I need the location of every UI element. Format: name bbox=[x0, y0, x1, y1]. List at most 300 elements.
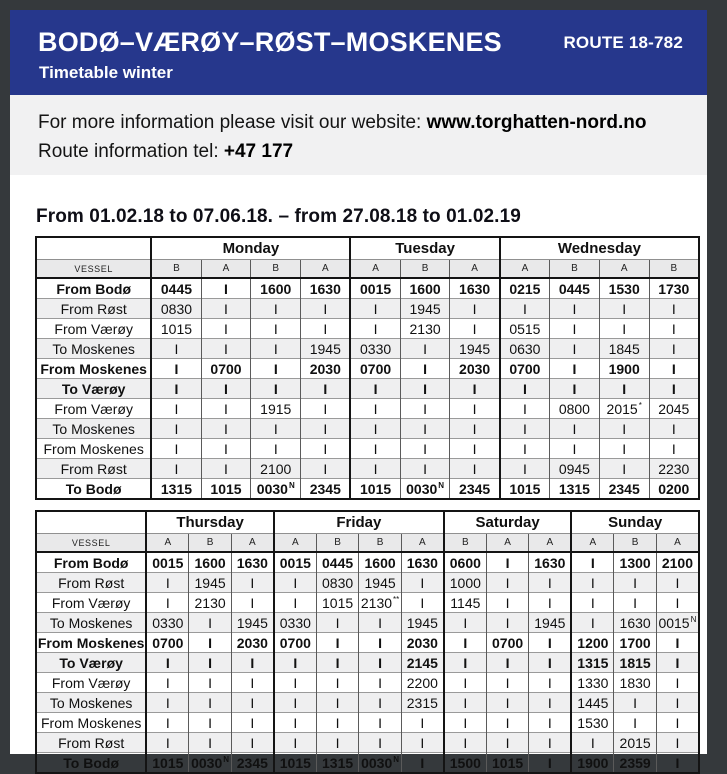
time-cell: I bbox=[529, 693, 572, 713]
time-cell: 1315 bbox=[316, 753, 359, 774]
time-cell: I bbox=[189, 693, 232, 713]
time-cell: 2030 bbox=[301, 359, 351, 379]
time-cell: I bbox=[301, 419, 351, 439]
route-number: ROUTE 18-782 bbox=[563, 33, 683, 52]
time-cell: 1200 bbox=[571, 633, 614, 653]
day-header-tuesday: Tuesday bbox=[350, 237, 499, 260]
time-cell: 2130 bbox=[400, 319, 450, 339]
time-cell: 1600 bbox=[251, 278, 301, 299]
time-cell: 1500 bbox=[444, 753, 487, 774]
time-cell: I bbox=[656, 573, 699, 593]
time-cell: I bbox=[656, 693, 699, 713]
time-cell: I bbox=[274, 673, 317, 693]
time-cell: $0030^N$ bbox=[251, 479, 301, 500]
vessel-letter: A bbox=[231, 534, 274, 553]
time-cell: I bbox=[444, 713, 487, 733]
time-cell: 1630 bbox=[529, 552, 572, 573]
time-cell: 2030 bbox=[450, 359, 500, 379]
time-cell: I bbox=[486, 713, 529, 733]
time-cell: 0200 bbox=[649, 479, 699, 500]
time-cell: I bbox=[486, 733, 529, 753]
time-cell: I bbox=[444, 633, 487, 653]
vessel-letter: A bbox=[500, 260, 550, 279]
time-cell: I bbox=[656, 673, 699, 693]
time-cell: I bbox=[251, 299, 301, 319]
vessel-header-label: VESSEL bbox=[36, 260, 151, 279]
row-label: To Værøy bbox=[36, 653, 146, 673]
time-cell: 1300 bbox=[614, 552, 657, 573]
vessel-letter: A bbox=[571, 534, 614, 553]
time-cell: 1015 bbox=[201, 479, 251, 500]
time-cell: I bbox=[571, 552, 614, 573]
time-cell: 0700 bbox=[500, 359, 550, 379]
time-cell: I bbox=[529, 633, 572, 653]
time-cell: 1445 bbox=[571, 693, 614, 713]
time-cell: 2230 bbox=[649, 459, 699, 479]
time-cell: I bbox=[599, 439, 649, 459]
time-cell: I bbox=[350, 419, 400, 439]
corner-cell bbox=[36, 237, 151, 260]
time-cell: I bbox=[350, 379, 400, 399]
time-cell: 1015 bbox=[500, 479, 550, 500]
time-cell: I bbox=[231, 653, 274, 673]
time-cell: I bbox=[614, 713, 657, 733]
time-cell: I bbox=[201, 319, 251, 339]
table-row bbox=[36, 653, 699, 673]
time-cell: 2345 bbox=[450, 479, 500, 500]
time-cell: I bbox=[151, 419, 201, 439]
vessel-letter: B bbox=[614, 534, 657, 553]
time-cell: I bbox=[251, 439, 301, 459]
time-cell: 1530 bbox=[571, 713, 614, 733]
time-cell: 2315 bbox=[401, 693, 444, 713]
time-cell: I bbox=[614, 593, 657, 613]
time-cell: I bbox=[201, 278, 251, 299]
time-cell: I bbox=[529, 753, 572, 774]
time-cell: I bbox=[649, 359, 699, 379]
phone-number: +47 177 bbox=[223, 141, 294, 162]
table-row bbox=[36, 733, 699, 753]
time-cell: I bbox=[614, 573, 657, 593]
vessel-letter: B bbox=[400, 260, 450, 279]
time-cell: I bbox=[649, 419, 699, 439]
row-label: From Bodø bbox=[36, 278, 151, 299]
vessel-letter: B bbox=[189, 534, 232, 553]
time-cell: I bbox=[529, 653, 572, 673]
time-cell: 1945 bbox=[301, 339, 351, 359]
time-cell: 1015 bbox=[274, 753, 317, 774]
time-cell: I bbox=[529, 593, 572, 613]
time-cell: 1630 bbox=[450, 278, 500, 299]
vessel-letter: B bbox=[151, 260, 201, 279]
vessel-letter: B bbox=[251, 260, 301, 279]
time-cell: $0030^N$ bbox=[359, 753, 402, 774]
time-cell: I bbox=[301, 319, 351, 339]
time-cell: I bbox=[550, 379, 600, 399]
time-cell: I bbox=[450, 439, 500, 459]
time-cell: I bbox=[146, 573, 189, 593]
time-cell: I bbox=[146, 713, 189, 733]
time-cell: 0830 bbox=[316, 573, 359, 593]
time-cell: I bbox=[444, 693, 487, 713]
time-cell: 0700 bbox=[274, 633, 317, 653]
time-cell: 1600 bbox=[359, 552, 402, 573]
time-cell: I bbox=[251, 379, 301, 399]
table-row bbox=[36, 399, 699, 419]
time-cell: I bbox=[656, 713, 699, 733]
day-header-monday: Monday bbox=[151, 237, 350, 260]
time-cell: I bbox=[656, 653, 699, 673]
time-cell: I bbox=[486, 613, 529, 633]
time-cell: 2045 bbox=[649, 399, 699, 419]
time-cell: 1730 bbox=[649, 278, 699, 299]
time-cell: I bbox=[189, 633, 232, 653]
row-label: To Værøy bbox=[36, 379, 151, 399]
info-website-text: For more information please visit our website: bbox=[38, 112, 427, 133]
table-row bbox=[36, 573, 699, 593]
time-cell: I bbox=[486, 573, 529, 593]
time-cell: I bbox=[400, 379, 450, 399]
row-label: From Værøy bbox=[36, 399, 151, 419]
time-cell: $0030^N$ bbox=[189, 753, 232, 774]
row-label: To Moskenes bbox=[36, 339, 151, 359]
table-row bbox=[36, 379, 699, 399]
time-cell: 0830 bbox=[151, 299, 201, 319]
time-cell: I bbox=[146, 693, 189, 713]
footnote-mark: N bbox=[438, 480, 445, 490]
time-cell: I bbox=[550, 319, 600, 339]
time-cell: 0700 bbox=[146, 633, 189, 653]
time-cell: 1015 bbox=[316, 593, 359, 613]
time-cell: I bbox=[450, 419, 500, 439]
footnote-mark: N bbox=[690, 614, 697, 624]
row-label: From Bodø bbox=[36, 552, 146, 573]
timetable-thu-sun bbox=[35, 510, 700, 774]
time-cell: 1945 bbox=[401, 613, 444, 633]
time-cell: I bbox=[201, 399, 251, 419]
time-cell: 1815 bbox=[614, 653, 657, 673]
time-cell: I bbox=[599, 459, 649, 479]
time-cell: 2145 bbox=[401, 653, 444, 673]
time-cell: 1530 bbox=[599, 278, 649, 299]
footnote-mark: ** bbox=[393, 594, 400, 604]
time-cell: 2345 bbox=[301, 479, 351, 500]
time-cell: 0600 bbox=[444, 552, 487, 573]
time-cell: I bbox=[146, 653, 189, 673]
time-cell: I bbox=[649, 339, 699, 359]
time-cell: I bbox=[201, 419, 251, 439]
day-header-thursday: Thursday bbox=[146, 511, 274, 534]
table-row bbox=[36, 278, 699, 299]
time-cell: 1315 bbox=[571, 653, 614, 673]
time-cell: I bbox=[316, 673, 359, 693]
time-cell: 1630 bbox=[231, 552, 274, 573]
day-header-wednesday: Wednesday bbox=[500, 237, 699, 260]
table-row bbox=[36, 439, 699, 459]
time-cell: I bbox=[450, 319, 500, 339]
time-cell: I bbox=[274, 693, 317, 713]
time-cell: 1700 bbox=[614, 633, 657, 653]
table-row bbox=[36, 673, 699, 693]
time-cell: $0015^N$ bbox=[656, 613, 699, 633]
footnote-mark: N bbox=[223, 754, 230, 764]
time-cell: I bbox=[401, 713, 444, 733]
row-label: To Moskenes bbox=[36, 693, 146, 713]
time-cell: 2015* bbox=[599, 399, 649, 419]
time-cell: I bbox=[201, 439, 251, 459]
time-cell: I bbox=[599, 419, 649, 439]
row-label: From Moskenes bbox=[37, 634, 145, 651]
vessel-letter: B bbox=[550, 260, 600, 279]
time-cell: I bbox=[151, 459, 201, 479]
time-cell: 0700 bbox=[350, 359, 400, 379]
time-cell: I bbox=[486, 673, 529, 693]
time-cell: 1600 bbox=[189, 552, 232, 573]
time-cell: I bbox=[316, 733, 359, 753]
time-cell: 2100 bbox=[656, 552, 699, 573]
time-cell: 0015 bbox=[146, 552, 189, 573]
time-cell: 0445 bbox=[151, 278, 201, 299]
time-cell: I bbox=[450, 299, 500, 319]
time-cell: I bbox=[151, 359, 201, 379]
info-band bbox=[10, 95, 707, 175]
time-cell: I bbox=[649, 319, 699, 339]
time-cell: I bbox=[599, 299, 649, 319]
time-cell: 1845 bbox=[599, 339, 649, 359]
time-cell: I bbox=[486, 552, 529, 573]
time-cell: I bbox=[400, 339, 450, 359]
time-cell: I bbox=[649, 439, 699, 459]
time-cell: 0945 bbox=[550, 459, 600, 479]
table-row bbox=[36, 339, 699, 359]
time-cell: I bbox=[500, 299, 550, 319]
time-cell: I bbox=[400, 439, 450, 459]
corner-cell bbox=[36, 511, 146, 534]
time-cell: I bbox=[189, 673, 232, 693]
time-cell: I bbox=[359, 613, 402, 633]
time-cell: 0015 bbox=[274, 552, 317, 573]
time-cell: I bbox=[146, 733, 189, 753]
time-cell: I bbox=[359, 673, 402, 693]
time-cell: 1945 bbox=[359, 573, 402, 593]
masthead bbox=[10, 10, 707, 95]
time-cell: I bbox=[189, 653, 232, 673]
time-cell: 1630 bbox=[401, 552, 444, 573]
time-cell: I bbox=[400, 459, 450, 479]
footnote-mark: N bbox=[288, 480, 295, 490]
time-cell: 2130 bbox=[189, 593, 232, 613]
time-cell: 0445 bbox=[550, 278, 600, 299]
time-cell: I bbox=[359, 693, 402, 713]
time-cell: 1945 bbox=[529, 613, 572, 633]
website-url: www.torghatten-nord.no bbox=[426, 112, 647, 133]
table-row bbox=[36, 633, 699, 653]
time-cell: I bbox=[146, 593, 189, 613]
time-cell: 1600 bbox=[400, 278, 450, 299]
time-cell: I bbox=[599, 379, 649, 399]
time-cell: I bbox=[550, 359, 600, 379]
time-cell: I bbox=[450, 459, 500, 479]
time-cell: I bbox=[274, 593, 317, 613]
time-cell: I bbox=[274, 713, 317, 733]
table-row bbox=[36, 593, 699, 613]
row-label: From Moskenes bbox=[36, 439, 151, 459]
time-cell: 1330 bbox=[571, 673, 614, 693]
time-cell: I bbox=[401, 753, 444, 774]
time-cell: I bbox=[274, 573, 317, 593]
time-cell: 2030 bbox=[401, 633, 444, 653]
time-cell: I bbox=[486, 653, 529, 673]
time-cell: I bbox=[359, 653, 402, 673]
vessel-letter: B bbox=[649, 260, 699, 279]
time-cell: 2015 bbox=[614, 733, 657, 753]
table-row bbox=[36, 299, 699, 319]
time-cell: I bbox=[444, 613, 487, 633]
time-cell: I bbox=[189, 613, 232, 633]
time-cell: I bbox=[251, 359, 301, 379]
time-cell: I bbox=[231, 693, 274, 713]
vessel-letter: A bbox=[350, 260, 400, 279]
vessel-letter: B bbox=[316, 534, 359, 553]
time-cell: 2100 bbox=[251, 459, 301, 479]
time-cell: 1015 bbox=[486, 753, 529, 774]
time-cell: I bbox=[529, 733, 572, 753]
row-label: From Røst bbox=[36, 733, 146, 753]
time-cell: 0330 bbox=[274, 613, 317, 633]
time-cell: I bbox=[500, 379, 550, 399]
time-cell: I bbox=[444, 673, 487, 693]
time-cell: I bbox=[316, 713, 359, 733]
time-cell: I bbox=[614, 693, 657, 713]
info-line-phone bbox=[38, 137, 707, 166]
time-cell: 1945 bbox=[231, 613, 274, 633]
vessel-letter: A bbox=[274, 534, 317, 553]
time-cell: I bbox=[656, 753, 699, 774]
time-cell: 0515 bbox=[500, 319, 550, 339]
vessel-letter: A bbox=[146, 534, 189, 553]
time-cell: 2200 bbox=[401, 673, 444, 693]
time-cell: 0330 bbox=[350, 339, 400, 359]
row-label: From Værøy bbox=[36, 319, 151, 339]
time-cell: $0030^N$ bbox=[400, 479, 450, 500]
time-cell: I bbox=[571, 613, 614, 633]
time-cell: I bbox=[189, 733, 232, 753]
time-cell: 1000 bbox=[444, 573, 487, 593]
row-label: From Røst bbox=[36, 299, 151, 319]
row-label: From Værøy bbox=[36, 673, 146, 693]
time-cell: 1315 bbox=[550, 479, 600, 500]
vessel-letter: B bbox=[444, 534, 487, 553]
table-row bbox=[36, 613, 699, 633]
day-header-friday: Friday bbox=[274, 511, 444, 534]
time-cell: I bbox=[486, 693, 529, 713]
row-label: To Moskenes bbox=[36, 613, 146, 633]
time-cell: I bbox=[301, 399, 351, 419]
time-cell: I bbox=[500, 419, 550, 439]
time-cell: I bbox=[251, 319, 301, 339]
time-cell: I bbox=[656, 593, 699, 613]
table-row bbox=[36, 419, 699, 439]
footnote-mark: N bbox=[393, 754, 400, 764]
time-cell: I bbox=[550, 419, 600, 439]
info-phone-text: Route information tel: bbox=[38, 141, 224, 162]
time-cell: 0700 bbox=[486, 633, 529, 653]
time-cell: I bbox=[189, 713, 232, 733]
time-cell: I bbox=[350, 399, 400, 419]
time-cell: I bbox=[151, 339, 201, 359]
time-cell: I bbox=[571, 573, 614, 593]
time-cell: I bbox=[301, 379, 351, 399]
table-row bbox=[36, 693, 699, 713]
info-line-website bbox=[38, 108, 707, 137]
vessel-letter: B bbox=[359, 534, 402, 553]
time-cell: I bbox=[656, 633, 699, 653]
time-cell: I bbox=[450, 399, 500, 419]
time-cell: I bbox=[316, 613, 359, 633]
time-cell: I bbox=[450, 379, 500, 399]
time-cell: 1015 bbox=[350, 479, 400, 500]
time-cell: I bbox=[350, 459, 400, 479]
time-cell: I bbox=[274, 653, 317, 673]
time-cell: I bbox=[251, 339, 301, 359]
row-label: From Røst bbox=[36, 573, 146, 593]
time-cell: I bbox=[401, 733, 444, 753]
time-cell: I bbox=[301, 299, 351, 319]
table-row bbox=[36, 713, 699, 733]
time-cell: I bbox=[500, 399, 550, 419]
time-cell: I bbox=[359, 633, 402, 653]
time-cell: I bbox=[316, 653, 359, 673]
time-cell: I bbox=[400, 419, 450, 439]
time-cell: 0015 bbox=[350, 278, 400, 299]
document-page bbox=[10, 10, 707, 771]
time-cell: I bbox=[656, 733, 699, 753]
time-cell: I bbox=[316, 693, 359, 713]
time-cell: I bbox=[231, 573, 274, 593]
time-cell: 1945 bbox=[450, 339, 500, 359]
time-cell: 1015 bbox=[146, 753, 189, 774]
time-cell: I bbox=[599, 319, 649, 339]
table-row bbox=[36, 479, 699, 500]
time-cell: I bbox=[486, 593, 529, 613]
time-cell: I bbox=[231, 593, 274, 613]
time-cell: I bbox=[401, 573, 444, 593]
time-cell: I bbox=[231, 673, 274, 693]
time-cell: 0630 bbox=[500, 339, 550, 359]
vessel-letter: A bbox=[401, 534, 444, 553]
time-cell: 0445 bbox=[316, 552, 359, 573]
time-cell: I bbox=[201, 299, 251, 319]
time-cell: I bbox=[201, 379, 251, 399]
time-cell: I bbox=[350, 299, 400, 319]
time-cell: 0800 bbox=[550, 399, 600, 419]
day-header-sunday: Sunday bbox=[571, 511, 699, 534]
row-label: To Bodø bbox=[36, 753, 146, 774]
vessel-letter: A bbox=[201, 260, 251, 279]
table-row bbox=[36, 552, 699, 573]
time-cell: 1900 bbox=[599, 359, 649, 379]
vessel-letter: A bbox=[486, 534, 529, 553]
page-title: BODØ–VÆRØY–RØST–MOSKENES bbox=[38, 27, 502, 57]
time-cell: I bbox=[550, 339, 600, 359]
time-cell: I bbox=[316, 633, 359, 653]
vessel-letter: A bbox=[529, 534, 572, 553]
time-cell: I bbox=[550, 439, 600, 459]
table-row bbox=[36, 753, 699, 774]
vessel-letter: A bbox=[599, 260, 649, 279]
time-cell: I bbox=[151, 439, 201, 459]
time-cell: I bbox=[301, 439, 351, 459]
